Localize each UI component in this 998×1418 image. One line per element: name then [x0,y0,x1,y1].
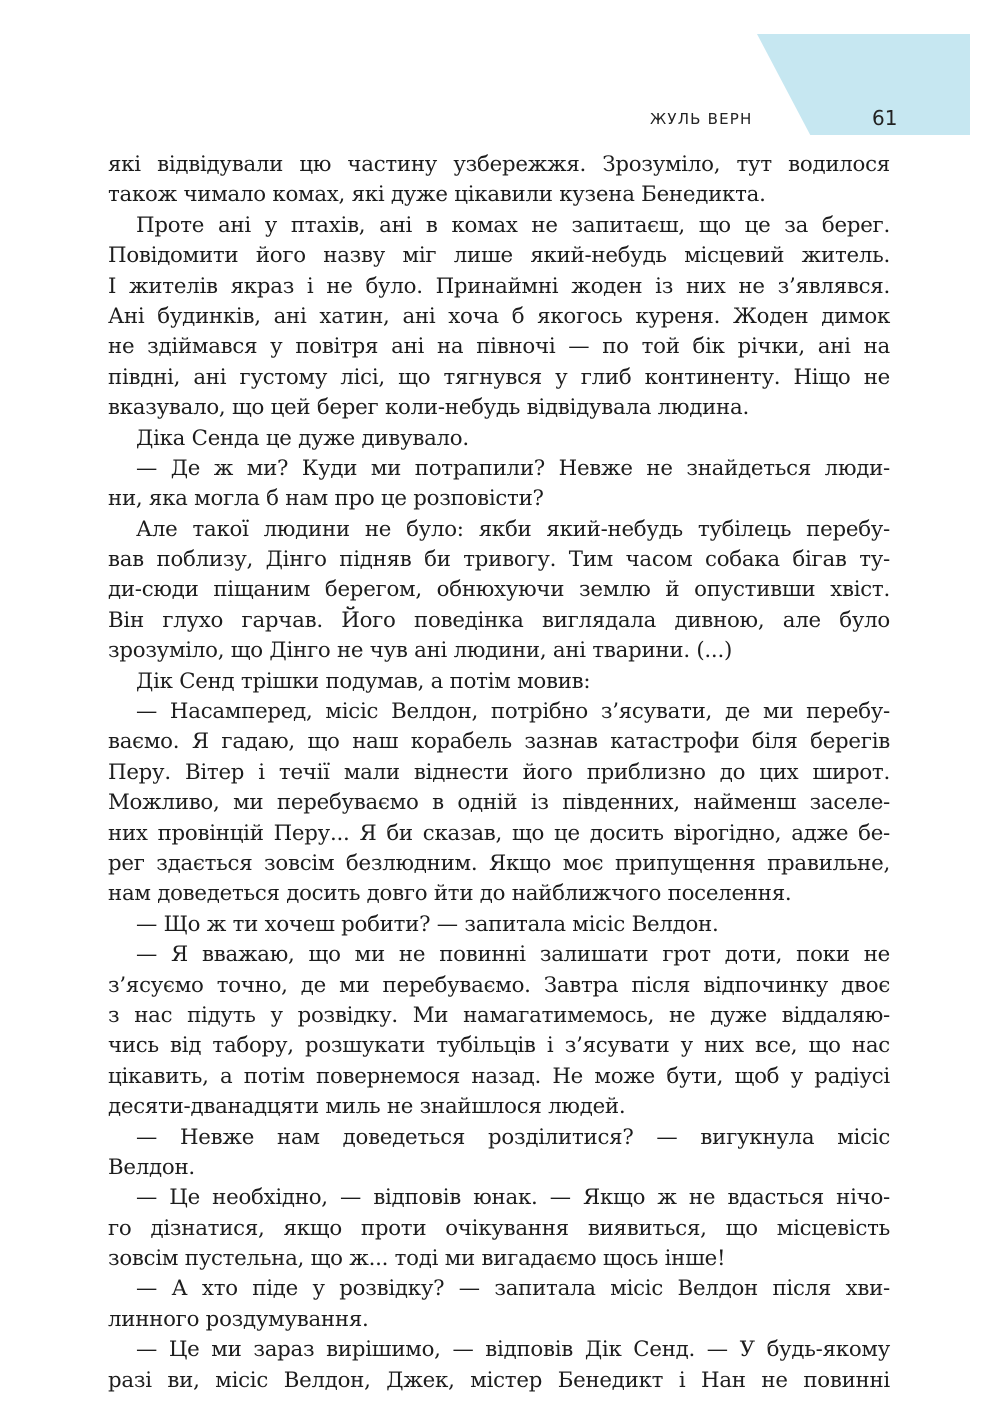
text-line: — Я вважаю, що ми не повинні залишати грот доти, поки не [136,942,890,968]
text-line: нам доведеться досить довго йти до найближчого поселення. [108,881,792,907]
text-line: вказувало, що цей берег коли-небудь відвідувала людина. [108,395,749,421]
text-line: Перу. Вітер і течії мали віднести його приблизно до цих широт. [108,759,890,785]
text-line: — Це ми зараз вирішимо, — відповів Дік Сенд. — У будь-якому [136,1337,890,1363]
text-line: линного роздумування. [108,1306,369,1332]
text-line: зовсім пустельна, що ж... тоді ми вигадаємо щось інше! [108,1246,726,1272]
text-line: ваємо. Я гадаю, що наш корабель зазнав катастрофи біля берегів [108,729,890,755]
text-line: Велдон. [108,1154,195,1180]
text-line: них провінцій Перу... Я би сказав, що це досить вірогідно, адже бе- [108,820,890,846]
text-line: Можливо, ми перебуваємо в одній із південних, найменш заселе- [108,790,890,816]
page-number: 61 [872,106,898,130]
text-line: Він глухо гарчав. Його поведінка виглядала дивною, але було [108,607,890,633]
text-line: які відвідували цю частину узбережжя. Зрозуміло, тут водилося [108,152,890,177]
text-line: Але такої людини не було: якби який-небудь тубілець перебу- [136,516,890,542]
text-line: рег здається зовсім безлюдним. Якщо моє припущення правильне, [108,850,890,876]
text-line: Діка Сенда це дуже дивувало. [136,425,469,451]
text-line: — Невже нам доведеться розділитися? — вигукнула місіс [136,1124,890,1150]
text-line: — Де ж ми? Куди ми потрапили? Невже не знайдеться люди- [136,455,890,481]
text-line: також чимало комах, які дуже цікавили кузена Бенедикта. [108,182,766,208]
text-line: чись від табору, розшукати тубільців і з’ясувати у них все, що нас [108,1033,890,1059]
text-line: — Це необхідно, — відповів юнак. — Якщо ж не вдасться нічо- [136,1185,890,1211]
text-line: І жителів якраз і не було. Принаймні жоден із них не з’являвся. [108,273,890,299]
text-line: Ані будинків, ані хатин, ані хоча б якогось куреня. Жоден димок [108,303,890,329]
text-line: з’ясуємо точно, де ми перебуваємо. Завтра після відпочинку двоє [108,972,890,998]
text-line: ни, яка могла б нам про це розповісти? [108,486,544,512]
page-corner-tab [757,34,970,135]
text-line: Повідомити його назву міг лише який-небудь місцевий житель. [108,243,890,269]
body-text [108,150,890,1396]
text-line: вав поблизу, Дінго підняв би тривогу. Тим часом собака бігав ту- [108,547,890,573]
text-line: півдні, ані густому лісі, що тягнувся у глиб континенту. Ніщо не [108,364,890,390]
text-line: — Що ж ти хочеш робити? — запитала місіс Велдон. [136,911,719,937]
text-line: — А хто піде у розвідку? — запитала місіс Велдон після хви- [136,1276,890,1302]
text-line: Дік Сенд трішки подумав, а потім мовив: [136,668,591,694]
text-line: з нас підуть у розвідку. Ми намагатимемось, не дуже віддаляю- [108,1002,890,1028]
text-line: зрозуміло, що Дінго не чув ані людини, ані тварини. (...) [108,638,733,664]
text-line: десяти-дванадцяти миль не знайшлося людей. [108,1094,626,1120]
text-line: не здіймався у повітря ані на півночі — по той бік річки, ані на [108,334,890,360]
text-line: го дізнатися, якщо проти очікування виявиться, що місцевість [108,1215,890,1241]
text-line: Проте ані у птахів, ані в комах не запитаєш, що це за берег. [136,212,890,238]
text-line: — Насамперед, місіс Велдон, потрібно з’ясувати, де ми перебу- [136,699,890,725]
text-line: цікавить, а потім повернемося назад. Не може бути, щоб у радіусі [108,1063,890,1089]
text-line: ди-сюди піщаним берегом, обнюхуючи землю й опустивши хвіст. [108,577,890,603]
text-line: разі ви, місіс Велдон, Джек, містер Бенедикт і Нан не повинні [108,1367,890,1393]
running-header-author: ЖУЛЬ ВЕРН [650,110,753,128]
